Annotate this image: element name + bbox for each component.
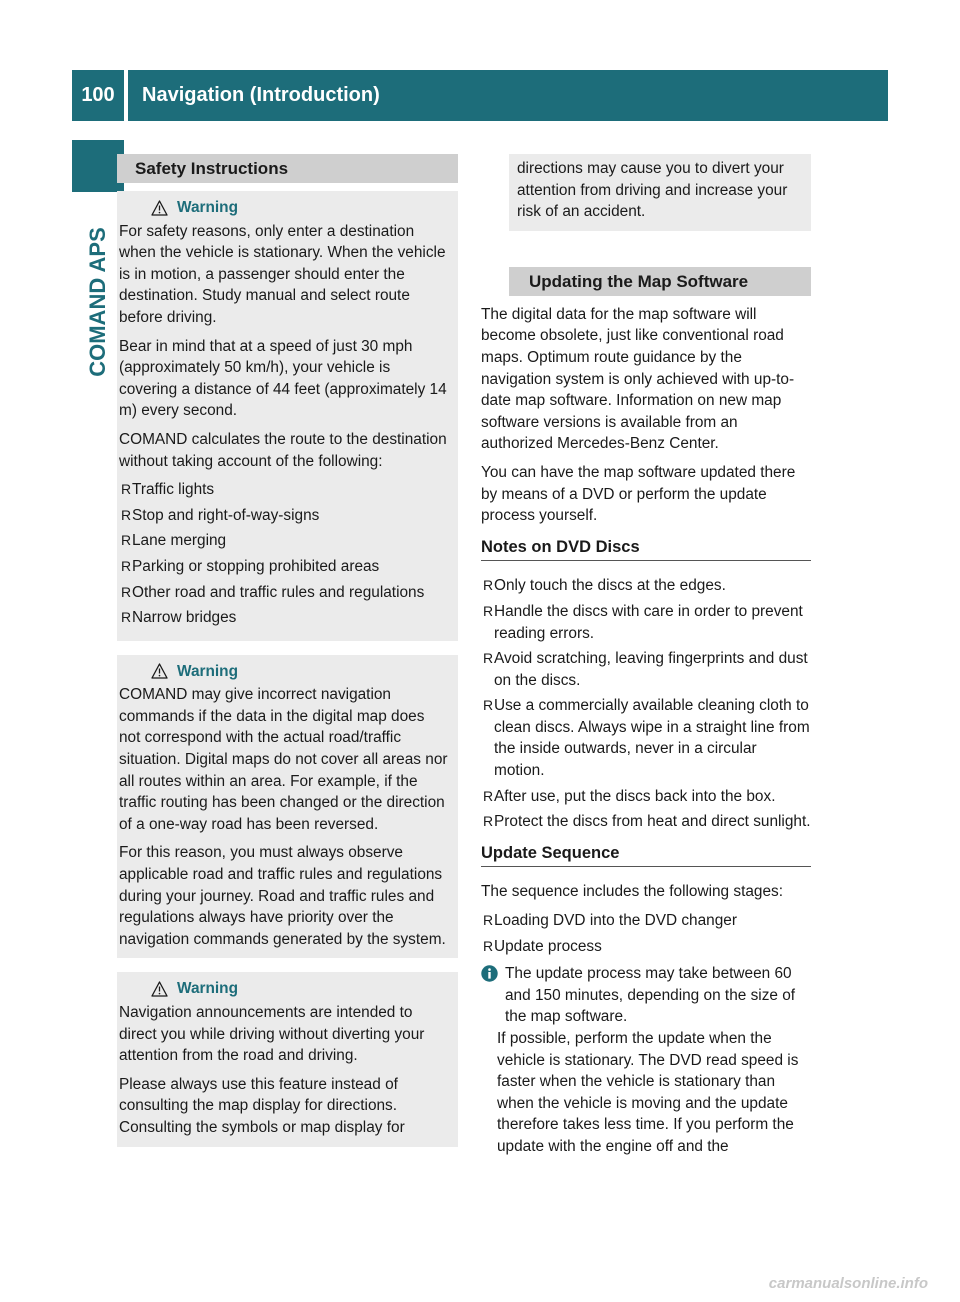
warning-text: COMAND calculates the route to the destination without taking account of the following:	[119, 430, 447, 470]
warning-text: directions may cause you to divert your attention from driving and increase your risk of an accident.	[517, 160, 788, 221]
warning-text: COMAND may give incorrect navigation commands if the data in the digital map does not correspond with the actual road/traffic situation. Digital maps do not cover all areas nor all routes within an area. For example, if the traffic routing has been changed or the direction of a one-way road has been reversed.	[119, 686, 448, 833]
list-item: R Traffic lights	[119, 479, 450, 501]
warning-header	[119, 661, 450, 683]
list-item: R Narrow bridges	[119, 607, 450, 629]
list-item: R Other road and traffic rules and regulations	[119, 582, 450, 604]
warning-text: Bear in mind that at a speed of just 30 mph (approximately 50 km/h), your vehicle is covering a distance of 44 feet (approximately 14 m) every second.	[119, 337, 447, 420]
warning-title: Warning	[177, 199, 238, 216]
update-stages-list	[481, 910, 811, 957]
watermark: carmanualsonline.info	[768, 1275, 928, 1292]
list-item: R Loading DVD into the DVD changer	[481, 910, 811, 932]
list-item: R Use a commercially available cleaning cloth to clean discs. Always wipe in a straight line from the inside outwards, never in a circular motion.	[481, 695, 811, 781]
body-paragraph: The sequence includes the following stages:	[481, 883, 784, 901]
list-item: R Only touch the discs at the edges.	[481, 575, 811, 597]
warning-text: For safety reasons, only enter a destination when the vehicle is stationary. When the vehicle is in motion, a passenger should enter the destination. Study manual and select route before driving.	[119, 222, 446, 326]
dvd-notes-heading: Notes on DVD Discs	[481, 537, 811, 562]
warning-text: Please always use this feature instead of consulting the map display for directions. Consulting the symbols or map display for	[119, 1075, 405, 1136]
update-sequence-heading: Update Sequence	[481, 843, 811, 868]
list-item: R Stop and right-of-way-signs	[119, 505, 450, 527]
list-item: R Parking or stopping prohibited areas	[119, 556, 450, 578]
list-item: R Lane merging	[119, 530, 450, 552]
body-paragraph: The digital data for the map software will become obsolete, just like conventional road maps. Optimum route guidance by the navigation system is only achieved with up-to-date map software. Information on new map software versions is available from an authorized Mercedes-Benz Center.	[481, 305, 795, 453]
warning-triangle-icon	[151, 981, 168, 997]
info-note	[481, 963, 811, 1157]
side-tab-label: COMAND APS	[85, 227, 110, 377]
page-number: 100	[81, 84, 115, 106]
warning-triangle-icon	[151, 663, 168, 679]
warning-header	[119, 197, 450, 219]
info-icon	[481, 965, 498, 982]
list-item: R Protect the discs from heat and direct sunlight.	[481, 811, 811, 833]
map-update-heading: Updating the Map Software	[509, 267, 811, 296]
left-column	[117, 154, 458, 1161]
warning-header	[119, 978, 450, 1000]
list-item: R Update process	[481, 936, 811, 958]
safety-instructions-heading: Safety Instructions	[117, 154, 458, 183]
warning-text: For this reason, you must always observe applicable road and traffic rules and regulations during your journey. Road and traffic rules and regulations always have priority over the navigation commands generated by the system.	[119, 844, 446, 948]
warning-box-1	[117, 191, 458, 641]
dvd-notes-list	[481, 575, 811, 833]
list-item: R Avoid scratching, leaving fingerprints and dust on the discs.	[481, 648, 811, 691]
list-item: R Handle the discs with care in order to prevent reading errors.	[481, 601, 811, 644]
right-column	[481, 154, 811, 1158]
warning-triangle-icon	[151, 200, 168, 216]
warning-box-continued	[509, 154, 811, 231]
warning-box-2	[117, 655, 458, 959]
info-text-1: The update process may take between 60 and 150 minutes, depending on the size of the map software.	[505, 965, 796, 1026]
body-paragraph: You can have the map software updated there by means of a DVD or perform the update process yourself.	[481, 463, 796, 525]
list-item: R After use, put the discs back into the box.	[481, 786, 811, 808]
warning-title: Warning	[177, 662, 238, 680]
chapter-title: Navigation (Introduction)	[142, 84, 380, 106]
warning-title: Warning	[177, 980, 238, 998]
info-text	[497, 963, 811, 1028]
not-considered-list	[119, 479, 450, 629]
warning-box-3	[117, 972, 458, 1146]
info-text-2: If possible, perform the update when the vehicle is stationary. The DVD read speed is faster when the vehicle is stationary than when the vehicle is moving and the update therefore takes less time. If you perform the update with the engine off and the	[497, 1030, 799, 1155]
warning-text: Navigation announcements are intended to direct you while driving without diverting your attention from the road and driving.	[119, 1004, 425, 1065]
